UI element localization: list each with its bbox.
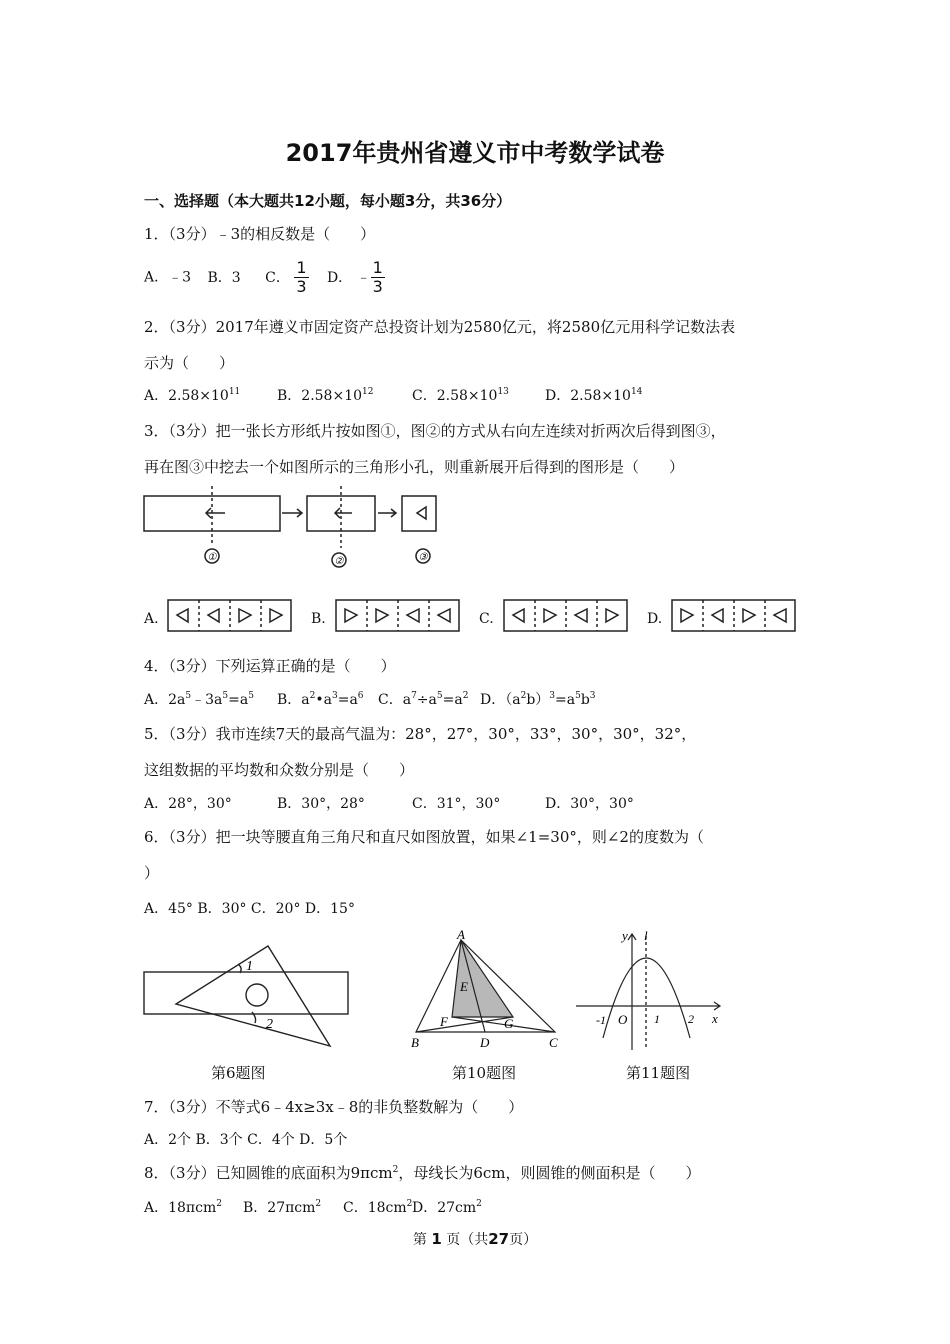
question-1-stem: 1．（3分）﹣3的相反数是（ ）	[144, 225, 376, 243]
q1-neg-sign: ﹣	[356, 269, 371, 286]
q5-option-b: B．30°，28°	[277, 796, 365, 812]
question-3-stem-line1: 3．（3分）把一张长方形纸片按如图①，图②的方式从右向左连续对折两次后得到图③，	[144, 422, 726, 440]
fig10-label-e: E	[460, 979, 468, 994]
q3-option-d-label: D.	[647, 611, 663, 627]
q5-option-c: C．31°，30°	[412, 796, 501, 812]
q2-option-d: D．$2.58\times 10^{14}$	[545, 387, 643, 404]
question-5-stem-line2: 这组数据的平均数和众数分别是（ ）	[144, 761, 415, 779]
question-4-stem: 4．（3分）下列运算正确的是（ ）	[144, 657, 396, 675]
q3-option-a-figure	[166, 598, 294, 634]
q3-option-c-figure	[502, 598, 630, 634]
fig11-label-o: O	[618, 1012, 628, 1027]
q6-options: A．45° B．30° C．20° D．15°	[144, 901, 355, 917]
page-title: 2017年贵州省遵义市中考数学试卷	[285, 139, 665, 167]
q7-options: A．2个 B．3个 C．4个 D．5个	[144, 1132, 348, 1148]
question-6-stem-line1: 6．（3分）把一块等腰直角三角尺和直尺如图放置，如果∠1=30°，则∠2的度数为（	[144, 828, 704, 846]
q5-option-d: D．30°，30°	[545, 796, 634, 812]
question-1-options	[144, 259, 385, 296]
section-heading: 一、选择题（本大题共12小题，每小题3分，共36分）	[144, 192, 512, 210]
figure-11	[572, 926, 732, 1052]
question-5-stem-line1: 5．（3分）我市连续7天的最高气温为：28°，27°，30°，33°，30°，30°，32°，	[144, 725, 697, 743]
q3-option-b-label: B.	[311, 611, 326, 627]
q2-option-b: B．$2.58\times 10^{12}$	[277, 387, 374, 404]
q5-option-a: A．28°，30°	[144, 796, 232, 812]
fig10-label-g: G	[504, 1016, 514, 1031]
q1-fraction-c: $\frac{1}{3}$	[296, 258, 307, 296]
fig11-label-2: 2	[688, 1012, 694, 1026]
q8-option-a: A．18πcm$^2$	[144, 1199, 222, 1216]
figure-6	[140, 940, 355, 1055]
figure-6-caption: 第6题图	[211, 1064, 266, 1082]
fig-label-3: ③	[418, 552, 428, 563]
figure-10	[404, 926, 566, 1052]
page-footer: 第 1 页（共27页）	[412, 1230, 538, 1248]
page-number: 1	[431, 1230, 442, 1248]
fig10-label-a: A	[457, 927, 465, 942]
q3-option-c-label: C.	[479, 611, 494, 627]
q4-option-c: C．$a^7\div a^5=a^2$	[378, 691, 469, 708]
q8-option-b: B．27πcm$^2$	[243, 1199, 322, 1216]
question-3-stem-line2: 再在图③中挖去一个如图所示的三角形小孔，则重新展开后得到的图形是（ ）	[144, 458, 685, 476]
fig11-label-l: l	[644, 928, 648, 943]
q3-option-a-label: A.	[144, 611, 159, 627]
fig11-label-neg1: -1	[596, 1013, 606, 1027]
fig11-label-1: 1	[654, 1012, 660, 1026]
page-total: 27	[488, 1230, 510, 1248]
figure-10-caption: 第10题图	[452, 1064, 517, 1082]
fig10-label-c: C	[549, 1035, 558, 1050]
q3-option-d-figure	[670, 598, 798, 634]
question-7-stem: 7．（3分）不等式6﹣4x≥3x﹣8的非负整数解为（ ）	[144, 1098, 524, 1116]
q1-option-c: C．	[265, 269, 290, 286]
q1-option-d: D．	[326, 269, 353, 286]
q3-folding-figure	[140, 484, 460, 574]
fig6-angle-1: 1	[246, 959, 253, 974]
fig6-angle-2: 2	[266, 1017, 273, 1032]
fig11-label-y: y	[622, 928, 628, 943]
fig-label-1: ①	[207, 552, 217, 563]
question-2-stem-line1: 2．（3分）2017年遵义市固定资产总投资计划为2580亿元，将2580亿元用科学记数法表	[144, 318, 736, 336]
question-2-stem-line2: 示为（ ）	[144, 354, 235, 372]
q8-option-c: C．$18cm^2$	[343, 1199, 413, 1216]
q4-option-d: D．$(a^2b)^3=a^5b^3$	[480, 691, 596, 708]
fig10-label-b: B	[411, 1035, 419, 1050]
q3-option-b-figure	[334, 598, 462, 634]
question-8-stem: 8．（3分）已知圆锥的底面积为9πcm$^2$，母线长为6cm，则圆锥的侧面积是（ ）	[144, 1164, 701, 1182]
q2-option-a: A．$2.58\times 10^{11}$	[144, 387, 241, 404]
q1-option-a: A．﹣3	[144, 269, 192, 286]
q4-option-b: B．$a^2•a^3=a^6$	[277, 691, 364, 708]
fig10-label-f: F	[440, 1014, 448, 1029]
q4-option-a: A．$2a^5﹣3a^5=a^5$	[144, 691, 254, 708]
fig-label-2: ②	[334, 556, 344, 567]
q1-option-b: B．3	[207, 269, 241, 286]
question-6-stem-line2: ）	[144, 864, 160, 882]
fig11-label-x: x	[712, 1011, 718, 1026]
q8-option-d: D．$27cm^2$	[412, 1199, 482, 1216]
figure-11-caption: 第11题图	[626, 1064, 691, 1082]
q1-fraction-d: $\frac{1}{3}$	[372, 258, 383, 296]
q2-option-c: C．$2.58\times 10^{13}$	[412, 387, 509, 404]
fig10-label-d: D	[480, 1035, 490, 1050]
